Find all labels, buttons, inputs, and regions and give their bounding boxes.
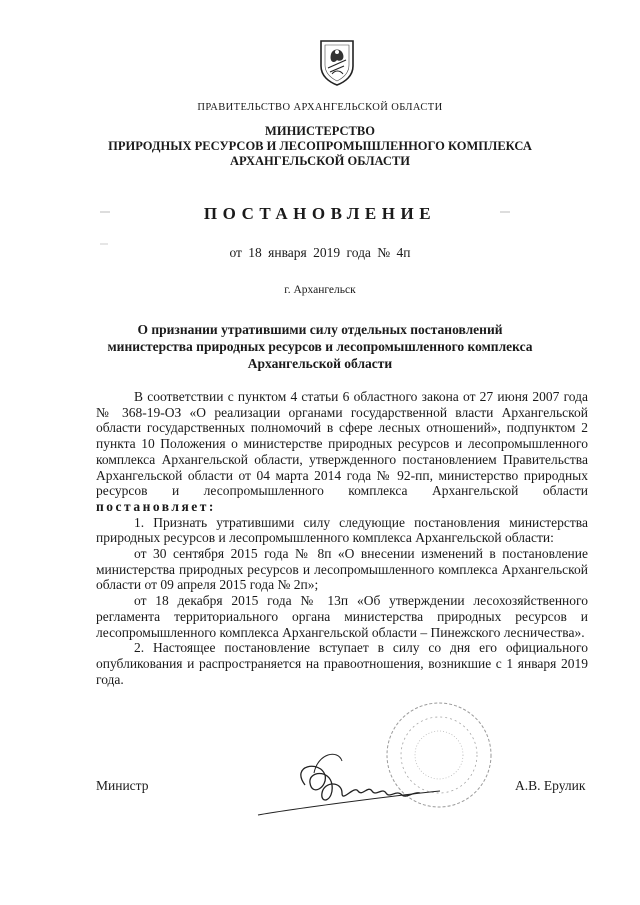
document-city: г. Архангельск (284, 284, 356, 296)
preamble-text: В соответствии с пунктом 4 статьи 6 областного закона от 27 июня 2007 года № 368-19-ОЗ «О реализации органами государственной власти Архангельской области государственных полномочий в сфере лесных отношений», подпунктом 2 пункта 10 Положения о министерстве природных ресурсов и лесопромышленного комплекса Архангельской области, утвержденного постановлением Правительства Архангельской области от 04 марта 2014 года № 92-пп, министерство природных ресурсов и лесопромышленного комплекса Архангельской области (96, 389, 588, 499)
signer-name: А.В. Ерулик (515, 778, 586, 793)
ministry-line: АРХАНГЕЛЬСКОЙ ОБЛАСТИ (230, 154, 410, 168)
subject-line: Архангельской области (247, 356, 393, 371)
handwritten-signature (250, 745, 450, 835)
ministry-line: МИНИСТЕРСТВО (265, 124, 375, 138)
subject-line: министерства природных ресурсов и лесопромышленного комплекса (107, 339, 533, 354)
government-name: ПРАВИТЕЛЬСТВО АРХАНГЕЛЬСКОЙ ОБЛАСТИ (197, 102, 443, 113)
item-1a-paragraph: от 30 сентября 2015 года № 8п «О внесении изменений в постановление министерства природных ресурсов и лесопромышленного комплекса Архангельской области от 09 апреля 2015 года № 2п»; (96, 546, 588, 593)
signer-position: Министр (96, 778, 149, 793)
document-date-number: от 18 января 2019 года № 4п (229, 245, 411, 260)
subject-line: О признании утратившими силу отдельных постановлений (137, 322, 503, 337)
document-body (96, 389, 588, 687)
preamble-paragraph (96, 389, 588, 515)
item-1-paragraph: 1. Признать утратившими силу следующие постановления министерства природных ресурсов и лесопромышленного комплекса Архангельской области: (96, 514, 588, 546)
ministry-line: ПРИРОДНЫХ РЕСУРСОВ И ЛЕСОПРОМЫШЛЕННОГО КОМПЛЕКСА (108, 139, 532, 153)
item-2-paragraph: 2. Настоящее постановление вступает в силу со дня его официального опубликования и распространяется на правоотношения, возникшие с 1 января 2019 года. (96, 640, 588, 687)
ministry-name (0, 124, 640, 169)
document-subject (90, 321, 550, 372)
document-type: ПОСТАНОВЛЕНИЕ (203, 204, 437, 223)
decree-word: постановляет: (96, 498, 216, 514)
coat-of-arms-icon (318, 38, 356, 86)
item-1b-paragraph: от 18 декабря 2015 года № 13п «Об утверждении лесохозяйственного регламента территориального органа министерства природных ресурсов и лесопромышленного комплекса Архангельской области – Пинежского лесничества». (96, 593, 588, 640)
